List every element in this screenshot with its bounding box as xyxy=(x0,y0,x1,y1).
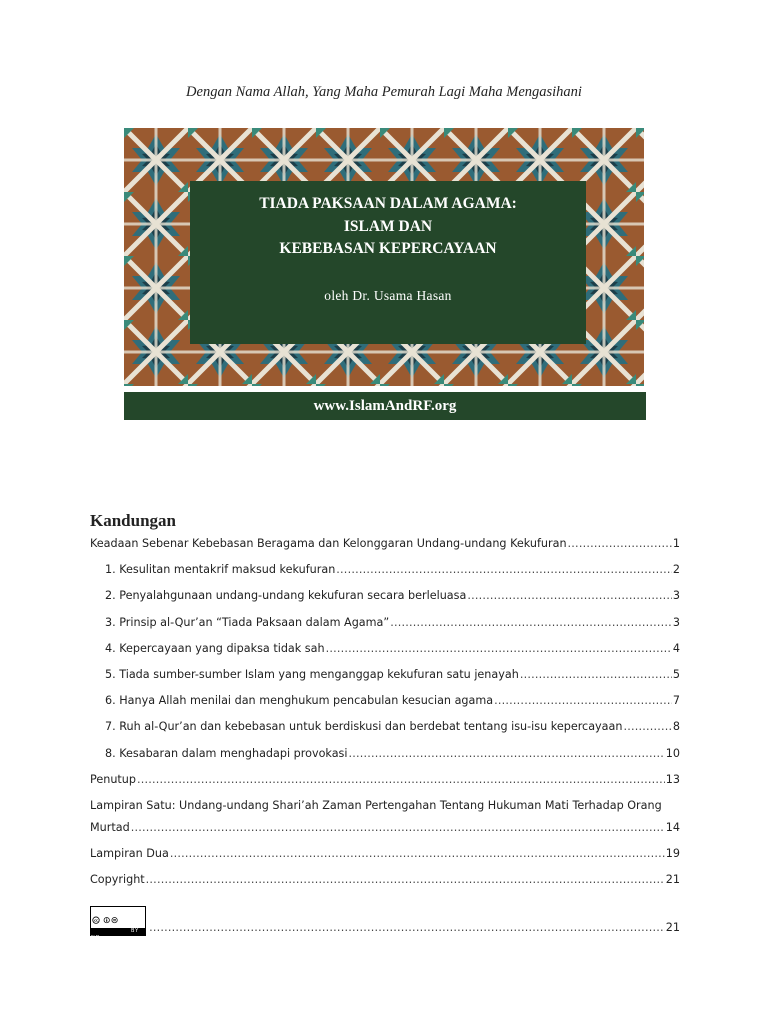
toc-entry-label: Penutup xyxy=(90,772,136,786)
toc-entry-label: 7. Ruh al-Qur’an dan kebebasan untuk berdiskusi dan berdebat tentang isu-isu kepercayaan xyxy=(105,720,623,734)
toc-entry-label: Lampiran Dua xyxy=(90,846,169,860)
toc-entry[interactable] xyxy=(90,586,680,612)
toc-entry-page: 1 xyxy=(672,537,680,550)
toc-leader-dots xyxy=(170,844,665,864)
toc-entry-label: 3. Prinsip al-Qur’an “Tiada Paksaan dalam Agama” xyxy=(105,615,390,629)
cover-url[interactable]: www.IslamAndRF.org xyxy=(124,392,646,420)
toc-leader-dots xyxy=(623,717,671,737)
toc-entry-page: 10 xyxy=(665,746,680,760)
toc-entry[interactable] xyxy=(90,691,680,717)
toc-leader-dots xyxy=(336,560,672,580)
toc-entry-page: 3 xyxy=(672,589,680,603)
toc-leader-dots xyxy=(349,744,665,764)
cc-badge-text: BY ND xyxy=(91,928,145,935)
toc-entry-page: 4 xyxy=(672,641,680,655)
toc-entry[interactable] xyxy=(90,639,680,665)
cover-title-box xyxy=(190,181,586,344)
toc-entry-page: 19 xyxy=(665,846,680,860)
svg-text:cc: cc xyxy=(94,918,98,923)
toc-entry-copyright[interactable] xyxy=(90,870,680,896)
toc-entry-page: 7 xyxy=(672,694,680,708)
toc-entry[interactable] xyxy=(90,744,680,770)
toc-entry[interactable] xyxy=(90,717,680,743)
toc-entry-lampiran-dua[interactable] xyxy=(90,844,680,870)
toc-entry-label: Copyright xyxy=(90,873,145,887)
cover-title-line2: ISLAM DAN xyxy=(343,218,433,235)
toc-entry-label: Keadaan Sebenar Kebebasan Beragama dan Kelonggaran Undang-undang Kekufuran xyxy=(90,537,567,550)
toc-entry-label: 8. Kesabaran dalam menghadapi provokasi xyxy=(105,746,348,760)
toc-entry-label: 4. Kepercayaan yang dipaksa tidak sah xyxy=(105,641,325,655)
toc-entry[interactable] xyxy=(90,613,680,639)
cc-by-nd-license-icon xyxy=(90,906,146,942)
toc-entry-label: 2. Penyalahgunaan undang-undang kekufuran secara berleluasa xyxy=(105,589,467,603)
toc-entry-page: 2 xyxy=(672,563,680,577)
toc-entry-line2 xyxy=(90,818,680,844)
cover-title-line3: KEBEBASAN KEPERCAYAAN xyxy=(279,240,497,257)
toc-entry-label: 5. Tiada sumber-sumber Islam yang menganggap kekufuran satu jenayah xyxy=(105,667,519,681)
toc-entry[interactable] xyxy=(90,665,680,691)
toc-entry-page: 21 xyxy=(665,873,680,887)
toc-entry[interactable] xyxy=(90,534,680,560)
table-of-contents xyxy=(90,534,680,942)
toc-entry-page: 5 xyxy=(672,667,680,681)
toc-heading: Kandungan xyxy=(90,511,176,530)
toc-entry-label-line1: Lampiran Satu: Undang-undang Shari’ah Zaman Pertengahan Tentang Hukuman Mati Terhadap Orang xyxy=(90,798,662,812)
bismillah-line: Dengan Nama Allah, Yang Maha Pemurah Lagi Maha Mengasihani xyxy=(186,84,582,100)
toc-entry-page: 21 xyxy=(665,921,680,935)
toc-entry-label-line2: Murtad xyxy=(90,820,130,834)
toc-entry-page: 8 xyxy=(672,720,680,734)
toc-entry-page: 14 xyxy=(665,820,680,834)
toc-entry-lampiran-satu[interactable] xyxy=(90,796,680,844)
toc-leader-dots xyxy=(146,870,665,890)
toc-entry-page: 3 xyxy=(672,615,680,629)
cover-banner xyxy=(124,128,644,386)
toc-entry-label: 6. Hanya Allah menilai dan menghukum pencabulan kesucian agama xyxy=(105,694,494,708)
toc-leader-dots xyxy=(131,818,665,838)
toc-leader-dots xyxy=(520,665,672,685)
toc-leader-dots xyxy=(467,586,672,606)
toc-entry-page: 13 xyxy=(665,772,680,786)
toc-leader-dots xyxy=(137,770,665,790)
cover-author: oleh Dr. Usama Hasan xyxy=(324,288,452,303)
toc-leader-dots xyxy=(390,613,672,633)
toc-entry-cc-license[interactable] xyxy=(90,896,680,942)
toc-leader-dots xyxy=(568,534,672,554)
toc-leader-dots xyxy=(494,691,672,711)
toc-entry[interactable] xyxy=(90,770,680,796)
toc-leader-dots xyxy=(326,639,672,659)
toc-leader-dots xyxy=(149,920,665,936)
toc-entry-label: 1. Kesulitan mentakrif maksud kekufuran xyxy=(105,563,336,577)
cover-title-line1: TIADA PAKSAAN DALAM AGAMA: xyxy=(259,195,517,212)
toc-entry[interactable] xyxy=(90,560,680,586)
